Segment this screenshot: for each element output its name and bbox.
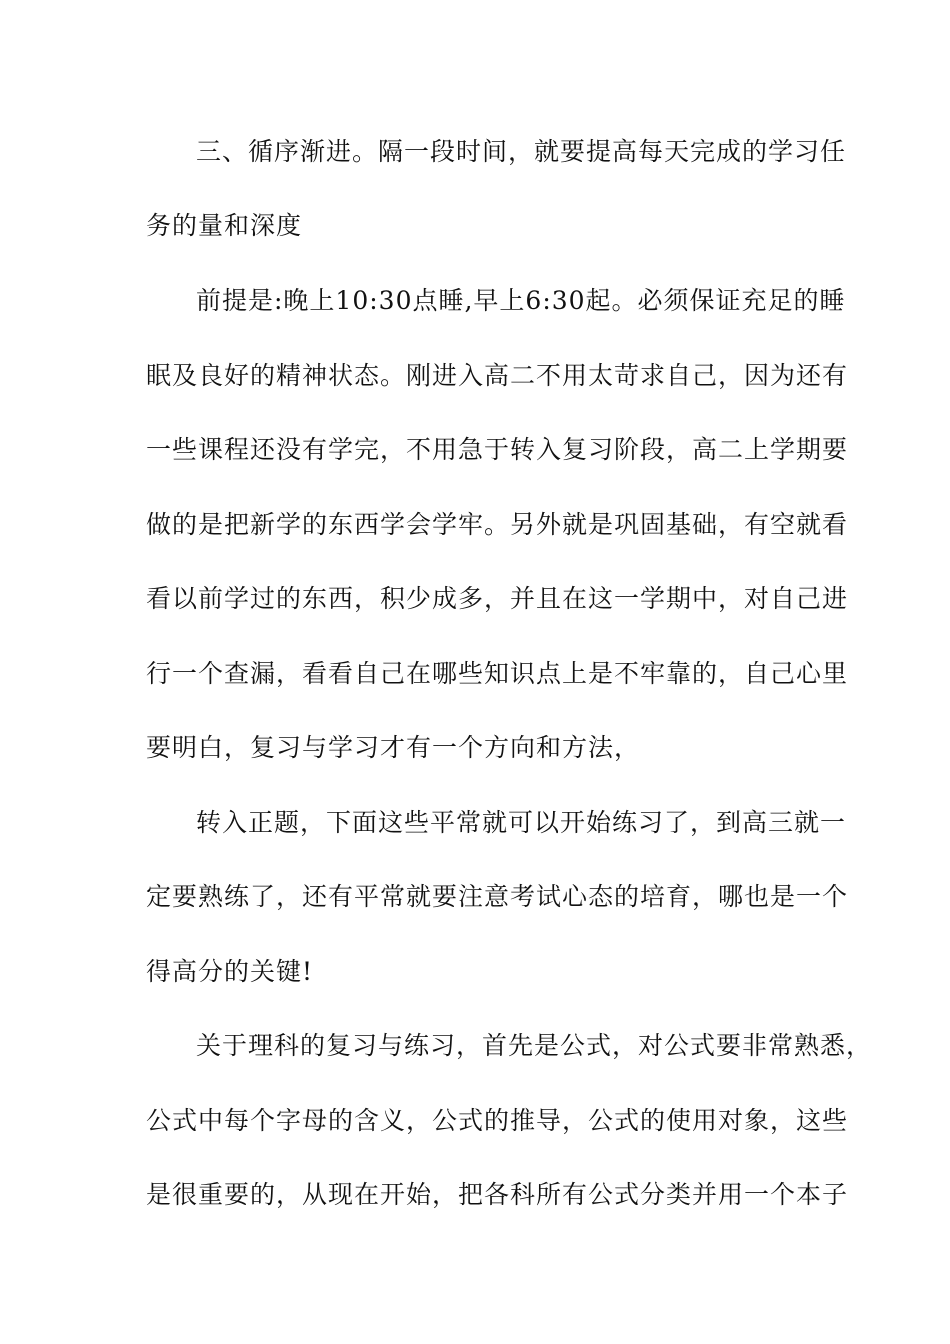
text-line-6: 做的是把新学的东西学会学牢。另外就是巩固基础，有空就看 (146, 510, 849, 539)
text-line-1: 三、循序渐进。隔一段时间，就要提高每天完成的学习任 (196, 137, 847, 166)
text-line-4: 眠及良好的精神状态。刚进入高二不用太苛求自己，因为还有 (146, 361, 849, 390)
text-line-2: 务的量和深度 (146, 211, 303, 240)
text-line-11: 定要熟练了，还有平常就要注意考试心态的培育，哪也是一个 (146, 882, 849, 911)
text-line-14: 公式中每个字母的含义，公式的推导，公式的使用对象，这些 (146, 1106, 849, 1135)
text-line-8: 行一个查漏，看看自己在哪些知识点上是不牢靠的，自己心里 (146, 659, 849, 688)
text-line-13: 关于理科的复习与练习，首先是公式，对公式要非常熟悉， (196, 1031, 873, 1060)
text-line-12: 得高分的关键! (146, 957, 314, 986)
text-line-3: 前提是:晚上10:30点睡,早上6:30起。必须保证充足的睡 (196, 286, 846, 315)
text-line-7: 看以前学过的东西，积少成多，并且在这一学期中，对自己进 (146, 584, 849, 613)
text-line-10: 转入正题，下面这些平常就可以开始练习了，到高三就一 (196, 808, 847, 837)
text-line-9: 要明白，复习与学习才有一个方向和方法， (146, 733, 641, 762)
text-line-5: 一些课程还没有学完，不用急于转入复习阶段，高二上学期要 (146, 435, 849, 464)
text-line-15: 是很重要的，从现在开始，把各科所有公式分类并用一个本子 (146, 1180, 849, 1209)
